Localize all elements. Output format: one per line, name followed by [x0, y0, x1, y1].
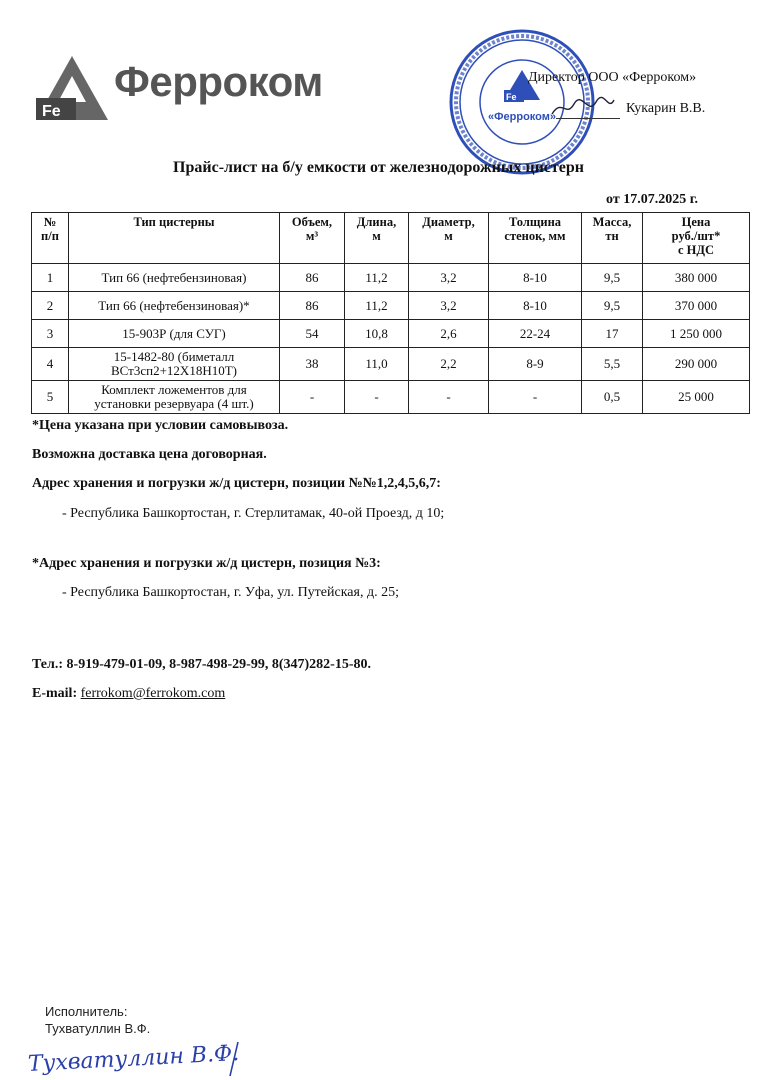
address1-heading: Адрес хранения и погрузки ж/д цистерн, позиции №№1,2,4,5,6,7: — [32, 476, 441, 491]
cell-price: 370 000 — [643, 292, 750, 320]
cell-length: 11,2 — [345, 292, 409, 320]
director-signature — [548, 92, 618, 122]
cell-volume: 86 — [280, 264, 345, 292]
cell-length: 10,8 — [345, 320, 409, 348]
table-row — [32, 292, 750, 320]
header-num: № п/п — [32, 213, 69, 264]
cell-diameter: 3,2 — [409, 292, 489, 320]
cell-type: 15-1482-80 (биметалл ВСт3сп2+12Х18Н10Т) — [69, 348, 280, 381]
table-row — [32, 348, 750, 381]
header-mass: Масса, тн — [582, 213, 643, 264]
cell-price: 1 250 000 — [643, 320, 750, 348]
cell-price: 380 000 — [643, 264, 750, 292]
cell-mass: 0,5 — [582, 381, 643, 414]
cell-thickness: 22-24 — [489, 320, 582, 348]
contact-phones: Тел.: 8-919-479-01-09, 8-987-498-29-99, 8(347)282-15-80. — [32, 657, 371, 672]
cell-diameter: 2,2 — [409, 348, 489, 381]
svg-text:Fe: Fe — [506, 92, 517, 102]
table-row — [32, 320, 750, 348]
header-type: Тип цистерны — [69, 213, 280, 264]
director-name: Кукарин В.В. — [626, 101, 706, 116]
cell-num: 5 — [32, 381, 69, 414]
cell-price: 25 000 — [643, 381, 750, 414]
header-volume: Объем, м³ — [280, 213, 345, 264]
logo-name: Ферроком — [114, 58, 323, 105]
note-delivery: Возможна доставка цена договорная. — [32, 447, 267, 462]
svg-text:«Ферроком»: «Ферроком» — [488, 111, 556, 123]
table-row — [32, 381, 750, 414]
cell-num: 1 — [32, 264, 69, 292]
cell-thickness: - — [489, 381, 582, 414]
cell-diameter: 2,6 — [409, 320, 489, 348]
svg-text:Тухватуллин В.Ф.: Тухватуллин В.Ф. — [27, 1040, 240, 1078]
executor-label: Исполнитель: — [45, 1004, 128, 1019]
executor-name: Тухватуллин В.Ф. — [45, 1021, 151, 1036]
cell-mass: 5,5 — [582, 348, 643, 381]
cell-volume: - — [280, 381, 345, 414]
price-table — [31, 212, 750, 414]
cell-type: Тип 66 (нефтебензиновая)* — [69, 292, 280, 320]
cell-diameter: 3,2 — [409, 264, 489, 292]
cell-type: Комплект ложементов для установки резервуара (4 шт.) — [69, 381, 280, 414]
cell-thickness: 8-10 — [489, 264, 582, 292]
header-price: Цена руб./шт* с НДС — [643, 213, 750, 264]
svg-text:Fe: Fe — [42, 103, 61, 120]
table-row — [32, 264, 750, 292]
table-header-row — [32, 213, 750, 264]
note-self-pickup: *Цена указана при условии самовывоза. — [32, 418, 289, 433]
address1-text: - Республика Башкортостан, г. Стерлитамак, 40-ой Проезд, д 10; — [62, 506, 445, 521]
cell-length: 11,2 — [345, 264, 409, 292]
cell-num: 2 — [32, 292, 69, 320]
cell-length: 11,0 — [345, 348, 409, 381]
cell-volume: 38 — [280, 348, 345, 381]
director-title: Директор ООО «Ферроком» — [528, 70, 697, 85]
cell-mass: 9,5 — [582, 264, 643, 292]
header-thickness: Толщина стенок, мм — [489, 213, 582, 264]
document-title: Прайс-лист на б/у емкости от железнодорожных цистерн — [173, 159, 584, 176]
cell-length: - — [345, 381, 409, 414]
cell-type: 15-903Р (для СУГ) — [69, 320, 280, 348]
address2-text: - Республика Башкортостан, г. Уфа, ул. Путейская, д. 25; — [62, 585, 399, 600]
document-date: от 17.07.2025 г. — [606, 192, 698, 207]
company-logo — [34, 54, 344, 124]
cell-volume: 54 — [280, 320, 345, 348]
email-label: E-mail: — [32, 686, 78, 701]
cell-thickness: 8-10 — [489, 292, 582, 320]
cell-price: 290 000 — [643, 348, 750, 381]
cell-num: 3 — [32, 320, 69, 348]
header-length: Длина, м — [345, 213, 409, 264]
cell-num: 4 — [32, 348, 69, 381]
executor-signature — [24, 1032, 254, 1078]
email-link[interactable]: ferrokom@ferrokom.com — [80, 686, 226, 701]
cell-thickness: 8-9 — [489, 348, 582, 381]
cell-type: Тип 66 (нефтебензиновая) — [69, 264, 280, 292]
cell-mass: 17 — [582, 320, 643, 348]
address2-heading: *Адрес хранения и погрузки ж/д цистерн, позиция №3: — [32, 556, 381, 571]
contact-email-line — [32, 686, 225, 702]
header-diameter: Диаметр, м — [409, 213, 489, 264]
cell-volume: 86 — [280, 292, 345, 320]
logo-triangle-icon — [34, 54, 110, 122]
cell-mass: 9,5 — [582, 292, 643, 320]
cell-diameter: - — [409, 381, 489, 414]
